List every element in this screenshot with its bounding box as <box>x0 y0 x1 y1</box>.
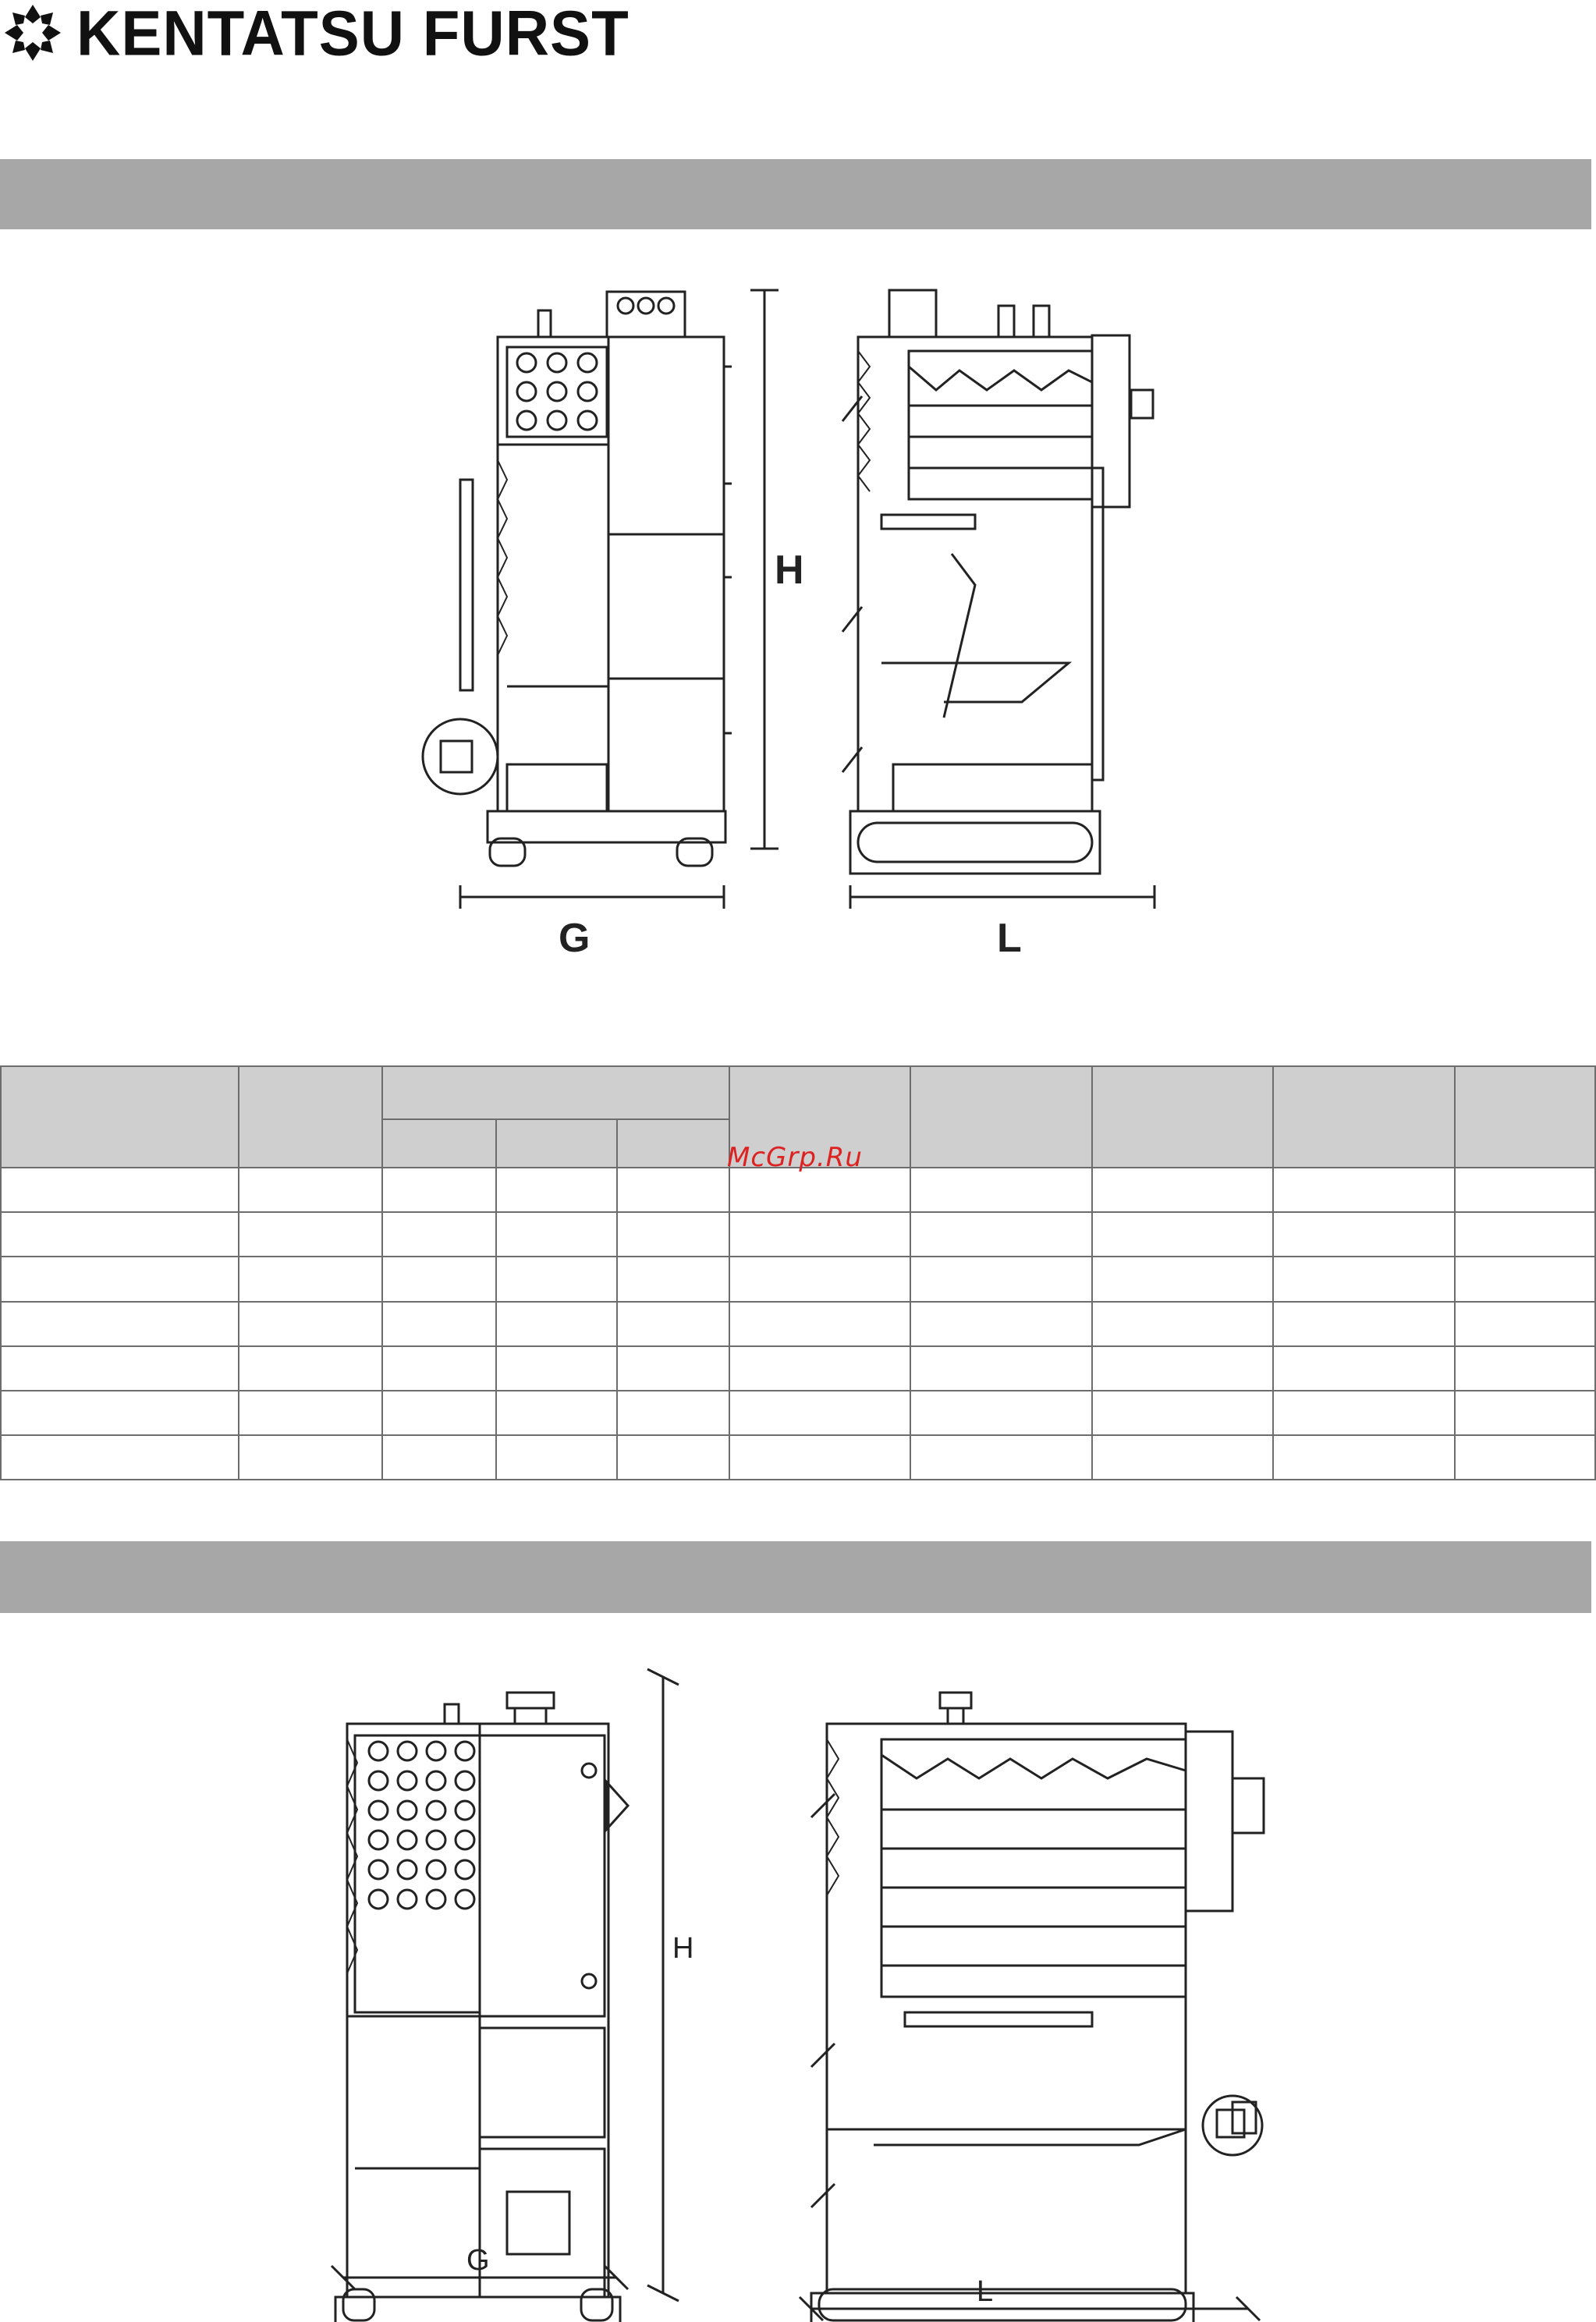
table-cell <box>617 1257 729 1301</box>
header-subcell <box>382 1119 496 1168</box>
table-cell <box>239 1435 382 1480</box>
dim-l-label-2: L <box>977 2275 994 2308</box>
table-cell <box>1092 1212 1273 1257</box>
table-cell <box>910 1257 1092 1301</box>
header-cell <box>910 1066 1092 1168</box>
header-cell <box>382 1066 729 1119</box>
table-cell <box>382 1346 496 1391</box>
table-cell <box>239 1391 382 1435</box>
table-cell <box>496 1302 617 1346</box>
table-cell <box>496 1435 617 1480</box>
brand-logo <box>0 0 630 69</box>
table-cell <box>1 1302 239 1346</box>
boiler-drawing-2 <box>0 1661 1596 2322</box>
table-cell <box>1273 1257 1455 1301</box>
table-cell <box>617 1346 729 1391</box>
table-cell <box>1455 1346 1595 1391</box>
table-cell <box>1273 1435 1455 1480</box>
table-cell <box>496 1391 617 1435</box>
table-cell <box>910 1302 1092 1346</box>
table-cell <box>1455 1212 1595 1257</box>
table-cell <box>617 1302 729 1346</box>
table-cell <box>382 1212 496 1257</box>
table-cell <box>729 1212 910 1257</box>
table-cell <box>729 1391 910 1435</box>
table-cell <box>910 1168 1092 1212</box>
dim-l-label: L <box>997 916 1022 961</box>
table-cell <box>1 1435 239 1480</box>
table-cell <box>496 1346 617 1391</box>
table-cell <box>1273 1346 1455 1391</box>
table-cell <box>1455 1435 1595 1480</box>
table-cell <box>239 1257 382 1301</box>
header-cell <box>239 1066 382 1168</box>
section-header-bar-1 <box>0 159 1591 229</box>
brand-name: KENTATSU FURST <box>76 0 630 69</box>
header-subcell <box>617 1119 729 1168</box>
table-cell <box>729 1346 910 1391</box>
table-cell <box>910 1391 1092 1435</box>
dim-h-label: H <box>775 548 804 593</box>
table-cell <box>382 1435 496 1480</box>
table-cell <box>382 1168 496 1212</box>
table-cell <box>496 1257 617 1301</box>
table-cell <box>1 1391 239 1435</box>
table-cell <box>239 1212 382 1257</box>
table-cell <box>1273 1302 1455 1346</box>
header-cell <box>1092 1066 1273 1168</box>
table-cell <box>617 1168 729 1212</box>
table-cell <box>496 1212 617 1257</box>
table-cell <box>1 1168 239 1212</box>
table-cell <box>1455 1302 1595 1346</box>
table-cell <box>1273 1391 1455 1435</box>
table-cell <box>1 1346 239 1391</box>
table-cell <box>1092 1168 1273 1212</box>
table-cell <box>729 1435 910 1480</box>
dim-g-label-2: G <box>466 2244 490 2277</box>
table-cell <box>1092 1257 1273 1301</box>
section-header-bar-2 <box>0 1541 1591 1613</box>
side-view-body <box>858 337 1092 811</box>
table-cell <box>1 1212 239 1257</box>
table-cell <box>1273 1168 1455 1212</box>
table-cell <box>729 1257 910 1301</box>
table-cell <box>1092 1435 1273 1480</box>
table-cell <box>1092 1346 1273 1391</box>
dim-g-label: G <box>559 916 591 961</box>
table-cell <box>1455 1391 1595 1435</box>
table-cell <box>617 1435 729 1480</box>
dim-h-label-2: H <box>672 1932 694 1965</box>
table-cell <box>1273 1212 1455 1257</box>
header-cell <box>1455 1066 1595 1168</box>
front-view-body <box>498 337 724 811</box>
watermark: McGrp.Ru <box>727 1142 863 1173</box>
table-cell <box>617 1212 729 1257</box>
table-cell <box>729 1302 910 1346</box>
table-cell <box>382 1257 496 1301</box>
logo-flower-icon <box>0 0 66 66</box>
table-cell <box>382 1302 496 1346</box>
table-cell <box>1455 1168 1595 1212</box>
table-cell <box>910 1346 1092 1391</box>
header-subcell <box>496 1119 617 1168</box>
table-cell <box>239 1346 382 1391</box>
header-cell <box>1273 1066 1455 1168</box>
table-cell <box>617 1391 729 1435</box>
table-cell <box>729 1168 910 1212</box>
table-cell <box>910 1212 1092 1257</box>
table-cell <box>382 1391 496 1435</box>
table-cell <box>1 1257 239 1301</box>
boiler-drawing-1 <box>0 265 1596 967</box>
table-cell <box>239 1168 382 1212</box>
table-cell <box>1455 1257 1595 1301</box>
spec-table <box>0 1065 1596 1480</box>
header-cell <box>1 1066 239 1168</box>
table-cell <box>239 1302 382 1346</box>
table-cell <box>1092 1391 1273 1435</box>
table-cell <box>1092 1302 1273 1346</box>
table-cell <box>910 1435 1092 1480</box>
table-cell <box>496 1168 617 1212</box>
